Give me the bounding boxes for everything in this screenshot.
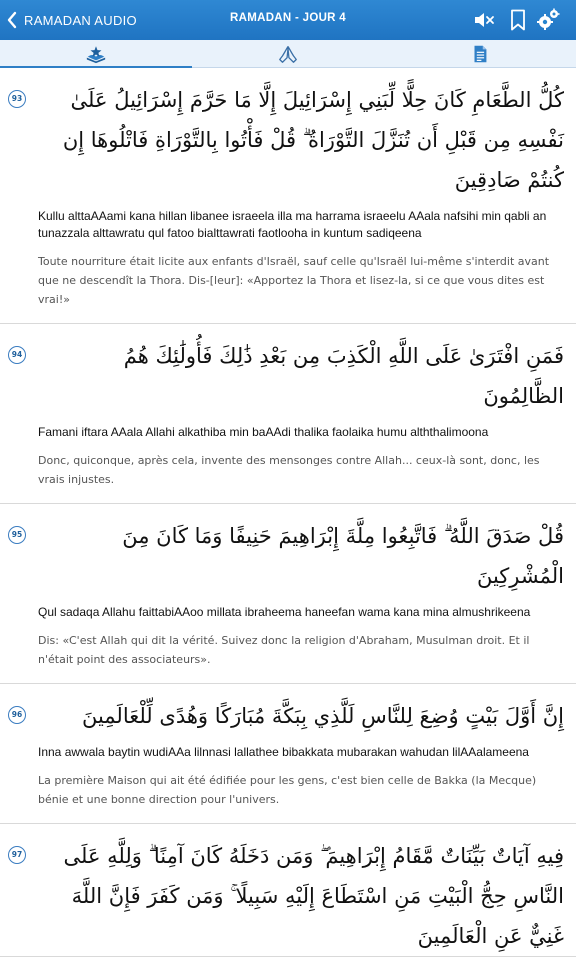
- arabic-text: فِيهِ آيَاتٌ بَيِّنَاتٌ مَّقَامُ إِبْرَاهِيمَ ۖ وَمَن دَخَلَهُ كَانَ آمِنًا ۗ وَلِلَّهِ عَلَى النَّاسِ حِجُّ الْبَيْتِ مَنِ اسْتَطَاعَ إِلَيْهِ سَبِيلًا ۚ وَمَن كَفَرَ فَإِنَّ اللَّهَ غَنِيٌّ عَنِ الْعَالَمِينَ: [63, 844, 564, 948]
- tab-bar: [0, 40, 576, 68]
- verse-item[interactable]: [0, 696, 576, 824]
- tab-quran[interactable]: [0, 40, 192, 67]
- arabic-text: كُلُّ الطَّعَامِ كَانَ حِلًّا لِّبَنِي إِسْرَائِيلَ إِلَّا مَا حَرَّمَ إِسْرَائِيلُ عَلَىٰ نَفْسِهِ مِن قَبْلِ أَن تُنَزَّلَ التَّوْرَاةُ ۗ قُلْ فَأْتُوا بِالتَّوْرَاةِ فَاتْلُوهَا إِن كُنتُمْ صَادِقِينَ: [62, 88, 564, 192]
- verse-list[interactable]: [0, 68, 576, 948]
- verse-item[interactable]: [0, 836, 576, 957]
- transliteration-text: Inna awwala baytin wudiAAa lilnnasi lallathee bibakkata mubarakan wahudan lilAAalameena: [38, 745, 529, 759]
- verse-item[interactable]: [0, 336, 576, 504]
- verse-number-badge: 96: [8, 706, 26, 724]
- verse-number-badge: 94: [8, 346, 26, 364]
- praying-hands-icon: [277, 44, 299, 64]
- arabic-text: إِنَّ أَوَّلَ بَيْتٍ وُضِعَ لِلنَّاسِ لَلَّذِي بِبَكَّةَ مُبَارَكًا وَهُدًى لِّلْعَالَمِينَ: [81, 704, 564, 728]
- translation-text: Toute nourriture était licite aux enfants d'Israël, sauf celle qu'Israël lui-même s'interdit avant que ne descendît la Thora. Dis-[leur]: «Apportez la Thora et lisez-la, si ce que vous dites est vrai!»: [38, 255, 550, 306]
- transliteration-text: Kullu alttaAAami kana hillan libanee israeela illa ma harrama israeelu AAala nafsihi min qabli an tunazzala alttawratu qul fatoo bialttawrati faotlooha in kuntum sadiqeena: [38, 209, 547, 240]
- transliteration-text: Qul sadaqa Allahu faittabiAAoo millata ibraheema haneefan wama kana mina almushrikeena: [38, 605, 531, 619]
- tab-text[interactable]: [384, 40, 576, 67]
- translation-text: La première Maison qui ait été édifiée pour les gens, c'est bien celle de Bakka (la Mecque) bénie et une bonne direction pour l'univers.: [38, 774, 537, 806]
- back-label: RAMADAN AUDIO: [24, 12, 137, 28]
- navigation-bar: [0, 0, 576, 40]
- chevron-left-icon: [6, 11, 18, 29]
- back-button[interactable]: [6, 9, 137, 31]
- arabic-text: قُلْ صَدَقَ اللَّهُ ۗ فَاتَّبِعُوا مِلَّةَ إِبْرَاهِيمَ حَنِيفًا وَمَا كَانَ مِنَ الْمُشْرِكِينَ: [122, 524, 564, 588]
- document-icon: [469, 44, 491, 64]
- verse-number-badge: 97: [8, 846, 26, 864]
- page-title: RAMADAN - JOUR 4: [230, 12, 346, 24]
- translation-text: Donc, quiconque, après cela, invente des mensonges contre Allah... ceux-là sont, donc, les vrais injustes.: [38, 454, 540, 486]
- arabic-text: فَمَنِ افْتَرَىٰ عَلَى اللَّهِ الْكَذِبَ مِن بَعْدِ ذَٰلِكَ فَأُولَٰئِكَ هُمُ الظَّالِمُونَ: [123, 344, 564, 408]
- gears-icon[interactable]: [536, 8, 560, 32]
- bookmark-icon[interactable]: [506, 8, 530, 32]
- speaker-mute-icon[interactable]: [472, 8, 496, 32]
- verse-number-badge: 93: [8, 90, 26, 108]
- tab-prayer[interactable]: [192, 40, 384, 67]
- verse-item[interactable]: [0, 516, 576, 684]
- verse-number-badge: 95: [8, 526, 26, 544]
- quran-book-icon: [85, 44, 107, 64]
- translation-text: Dis: «C'est Allah qui dit la vérité. Suivez donc la religion d'Abraham, Musulman droit. Et il n'était point des associateurs».: [38, 634, 530, 666]
- verse-item[interactable]: [0, 80, 576, 324]
- transliteration-text: Famani iftara AAala Allahi alkathiba min baAAdi thalika faolaika humu alththalimoona: [38, 425, 489, 439]
